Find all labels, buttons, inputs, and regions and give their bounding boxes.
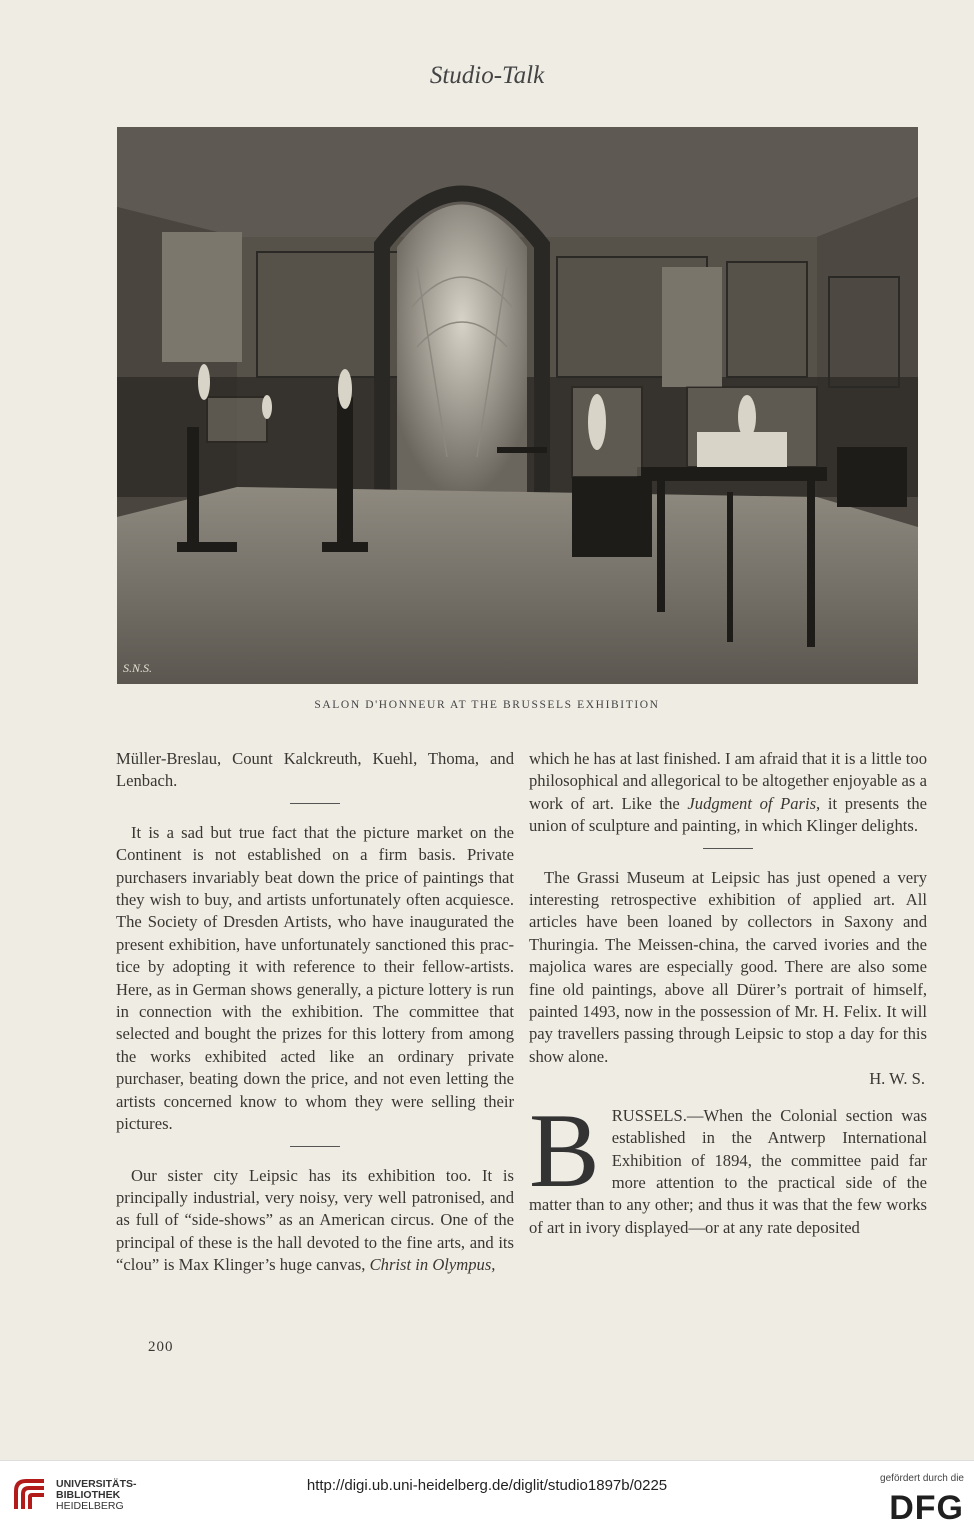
artwork-title: Christ in Olympus,: [369, 1255, 496, 1275]
paragraph: RUSSELS.—When the Colonial section was established in the Antwerp International Exhibition of 1894, the committee paid far more attention to the practical side of the matter than to any other; and thus it was that the few works of art in ivory displayed—or at any rate deposited: [529, 1105, 927, 1237]
photograph-illustration: [117, 127, 918, 684]
paragraph-text: which he has at last finished. I am afraid that it is a little too philosophical and allegorical to be altogether enjoyable as a work of art. Like the: [529, 749, 927, 813]
section-divider: [290, 803, 340, 804]
exhibition-photograph: [117, 127, 918, 684]
paragraph-text: Our sister city Leipsic has its exhibition too. It is principally industrial, very noisy, very well patronised, and as full of “side-shows” as an American circus. One of the principal of these is the hall devoted to the fine arts, and its “clou” is Max Klinger’s huge canvas,: [116, 1165, 514, 1275]
library-name-line: HEIDELBERG: [56, 1499, 124, 1512]
paragraph: It is a sad but true fact that the picture market on the Continent is not established on a firm basis. Private purchasers invariably beat down the price of paintings that they wish to buy, and artists unfortunately often acquiesce. The Society of Dresden Artists, who have inaugurated the present exhibition, have unfortunately sanctioned this practice by adopting it with reference to their fellow-artists. Here, as in German shows generally, a picture lottery is run in connection with the exhibition. The committee that selected and bought the prizes for this lottery from among the works exhibited acted like an ordinary private purchaser, beating down the price, and not even letting the artists concerned know to whom they were selling their pictures.: [116, 822, 514, 1134]
left-text-column: [116, 748, 514, 1277]
section-divider: [703, 848, 753, 849]
author-signature: H. W. S.: [869, 1069, 925, 1089]
photo-monogram: S.N.S.: [123, 661, 153, 675]
paragraph: Müller-Breslau, Count Kalckreuth, Kuehl, Thoma, and Lenbach.: [116, 749, 514, 791]
permalink-url[interactable]: http://digi.ub.uni-heidelberg.de/diglit/studio1897b/0225: [306, 1477, 668, 1494]
artwork-title: Judgment of Paris,: [687, 793, 821, 813]
figure-caption: SALON D'HONNEUR AT THE BRUSSELS EXHIBITION: [314, 699, 660, 711]
running-header: Studio-Talk: [429, 62, 545, 89]
library-name-line: BIBLIOTHEK: [56, 1488, 121, 1501]
right-text-column: [529, 748, 927, 1239]
paragraph-text: it presents the union of sculpture and painting, in which Klinger delights.: [529, 793, 927, 836]
brussels-section: [529, 1091, 927, 1239]
library-name-line: UNIVERSITÄTS-: [56, 1477, 137, 1490]
paragraph: The Grassi Museum at Leipsic has just opened a very interesting retrospective exhibition of applied art. All articles have been loaned by collectors in Saxony and Thuringia. The Meissen-china, the carved ivories and the majolica wares are especially good. There are also some fine old paintings, above all Dürer’s portrait of himself, painted 1493, now in the possession of Mr. H. Felix. It will pay travellers passing through Leipsic to stop a day for this show alone.: [529, 867, 927, 1066]
funding-label: gefördert durch die: [880, 1473, 964, 1484]
digitization-footer: [0, 1460, 974, 1531]
page-number: 200: [148, 1339, 174, 1355]
drop-cap: B: [529, 1091, 600, 1209]
paragraph: [529, 748, 927, 838]
section-divider: [290, 1146, 340, 1147]
dfg-logo[interactable]: DFG: [889, 1489, 964, 1527]
paragraph: [116, 1165, 514, 1277]
